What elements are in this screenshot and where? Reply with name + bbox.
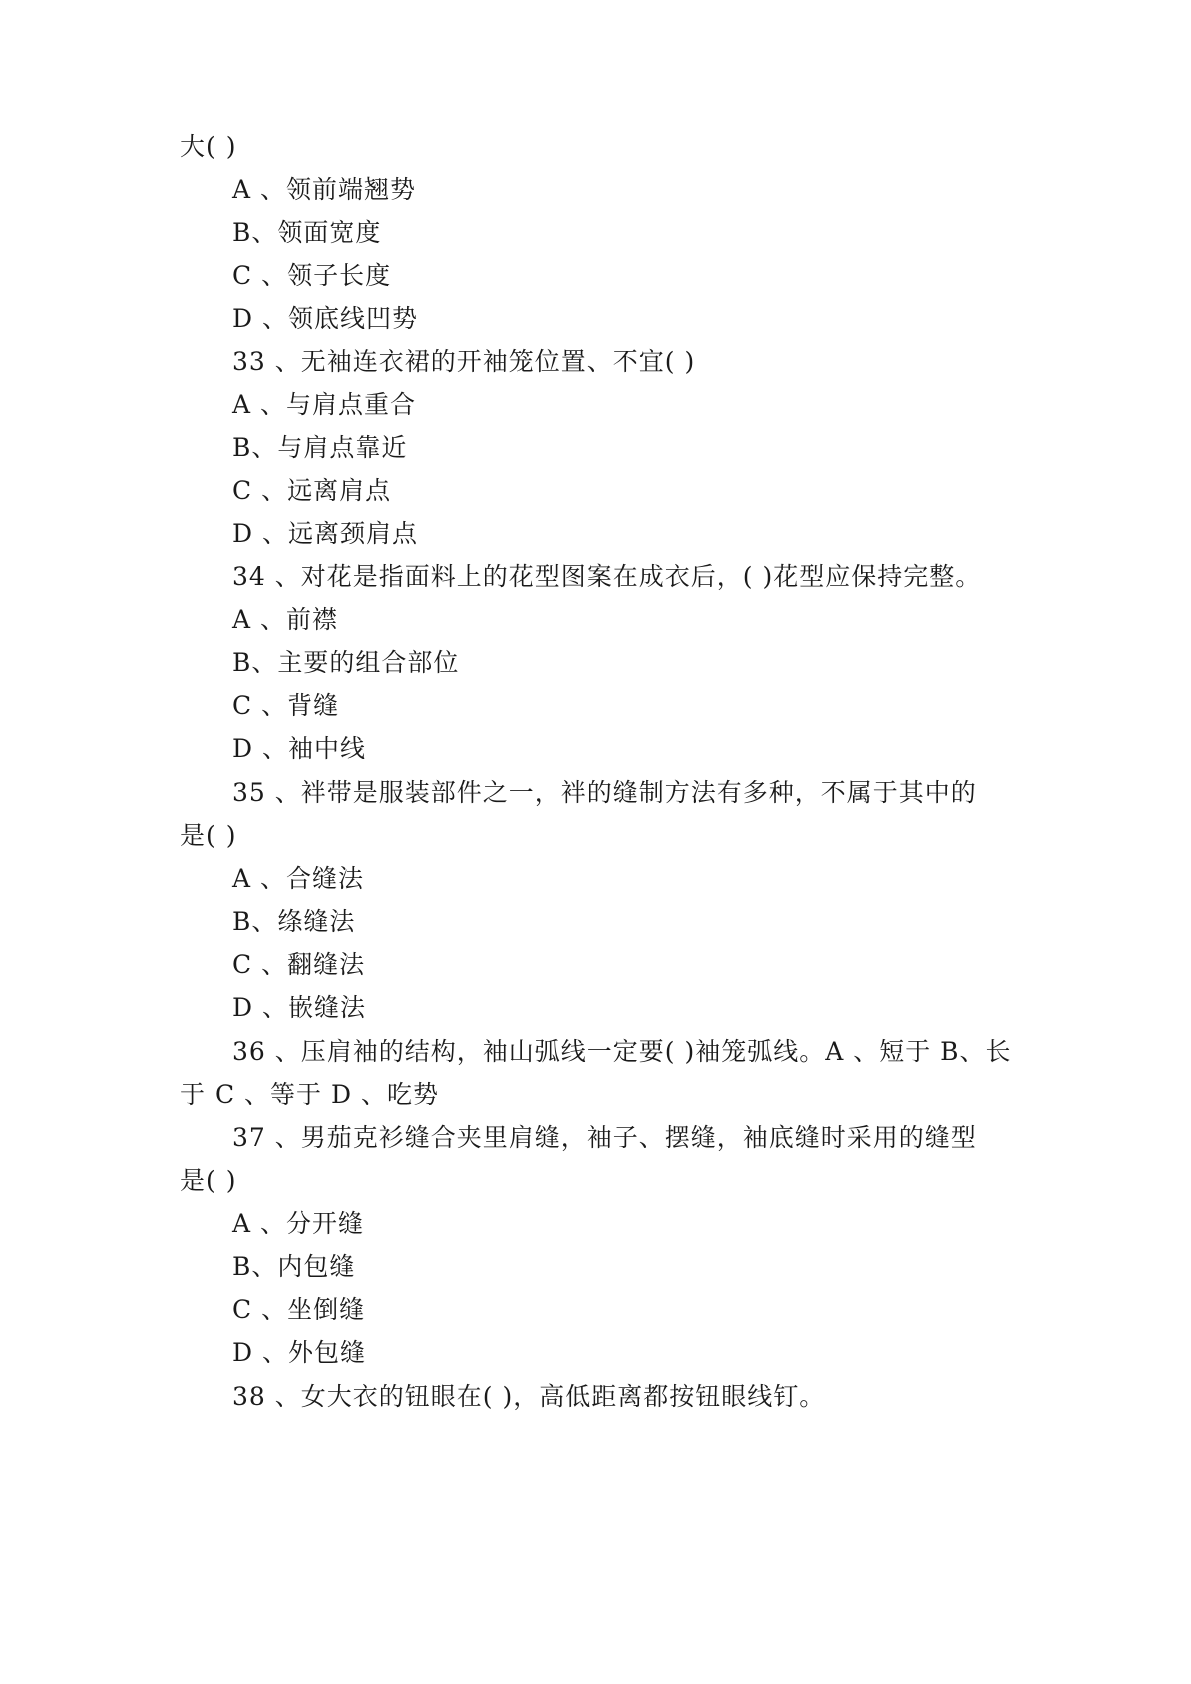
option-b: B、绦缝法	[232, 907, 356, 936]
option-a: A 、领前端翘势	[232, 175, 417, 204]
option-b: B、主要的组合部位	[232, 648, 460, 677]
question-35: 35 、袢带是服装部件之一，袢的缝制方法有多种，不属于其中的	[232, 778, 977, 807]
option-c: C 、坐倒缝	[232, 1295, 366, 1324]
option-b: B、领面宽度	[232, 218, 382, 247]
question-32-continuation: 大( )	[180, 132, 237, 161]
option-d: D 、远离颈肩点	[232, 519, 418, 548]
question-38: 38 、女大衣的钮眼在( )，高低距离都按钮眼线钉。	[232, 1382, 826, 1411]
option-d: D 、嵌缝法	[232, 993, 366, 1022]
option-b: B、内包缝	[232, 1252, 356, 1281]
question-36-continuation: 于 C 、等于 D 、吃势	[180, 1080, 439, 1109]
option-c: C 、远离肩点	[232, 476, 392, 505]
option-c: C 、背缝	[232, 691, 340, 720]
option-a: A 、与肩点重合	[232, 390, 417, 419]
option-d: D 、外包缝	[232, 1338, 366, 1367]
question-36: 36 、压肩袖的结构，袖山弧线一定要( )袖笼弧线。A 、短于 B、长	[232, 1037, 1012, 1066]
question-33: 33 、无袖连衣裙的开袖笼位置、不宜( )	[232, 347, 696, 376]
option-c: C 、领子长度	[232, 261, 392, 290]
option-a: A 、分开缝	[232, 1209, 365, 1238]
option-b: B、与肩点靠近	[232, 433, 408, 462]
option-a: A 、前襟	[232, 605, 339, 634]
question-37-continuation: 是( )	[180, 1166, 237, 1195]
option-d: D 、袖中线	[232, 734, 366, 763]
question-37: 37 、男茄克衫缝合夹里肩缝，袖子、摆缝，袖底缝时采用的缝型	[232, 1123, 977, 1152]
option-d: D 、领底线凹势	[232, 304, 418, 333]
option-a: A 、合缝法	[232, 864, 365, 893]
question-34: 34 、对花是指面料上的花型图案在成衣后，( )花型应保持完整。	[232, 562, 982, 591]
question-35-continuation: 是( )	[180, 821, 237, 850]
option-c: C 、翻缝法	[232, 950, 366, 979]
